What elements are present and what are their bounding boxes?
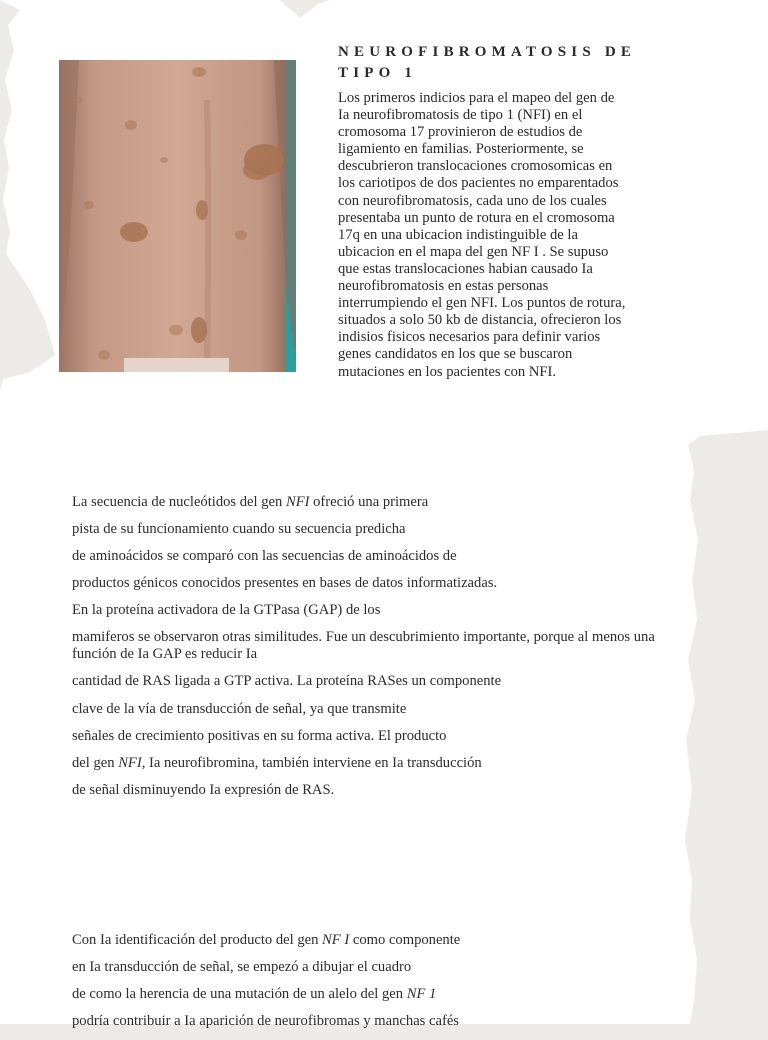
intro-line: que estas translocaciones habian causado Ia: [338, 260, 593, 277]
paragraph-line: del gen NFI, Ia neurofibromina, también interviene en Ia transducción: [72, 754, 482, 771]
intro-line: interrumpiendo el gen NFI. Los puntos de rotura,: [338, 295, 626, 312]
intro-line: genes candidatos en los que se buscaron: [338, 346, 573, 363]
paragraph-line: señales de crecimiento positivas en su forma activa. El producto: [72, 727, 447, 744]
intro-line: mutaciones en los pacientes con NFI.: [338, 363, 557, 380]
paragraph-line: cantidad de RAS ligada a GTP activa. La proteína RASes un componente: [72, 673, 502, 690]
paragraph-line: mamiferos se observaron otras similitudes. Fue un descubrimiento importante, porque al menos una función de Ia GAP es reducir Ia: [72, 629, 655, 663]
cafe-au-lait-spots-photo: [59, 60, 296, 372]
intro-line: Los primeros indicios para el mapeo del gen de: [338, 90, 615, 106]
gap-paragraph: [72, 494, 712, 809]
intro-line: ligamiento en familias. Posteriormente, se: [338, 141, 584, 158]
intro-line: Ia neurofibromatosis de tipo 1 (NFI) en el: [338, 107, 583, 124]
intro-paragraph: [338, 90, 683, 381]
intro-line: 17q en una ubicacion indistinguible de la: [338, 226, 578, 243]
paragraph-line: Con Ia identificación del producto del gen NF I como componente: [72, 932, 461, 948]
paragraph-line: de como la herencia de una mutación de un alelo del gen NF 1: [72, 986, 437, 1003]
intro-line: los cariotipos de dos pacientes no emparentados: [338, 175, 619, 192]
paragraph-line: de señal disminuyendo Ia expresión de RAS.: [72, 781, 335, 798]
intro-line: ubicacion en el mapa del gen NF I . Se supuso: [338, 243, 609, 260]
paragraph-line: La secuencia de nucleótidos del gen NFI ofreció una primera: [72, 494, 429, 510]
document-title: NEUROFIBROMATOSIS DE TIPO 1: [338, 44, 637, 81]
intro-line: cromosoma 17 provinieron de estudios de: [338, 124, 583, 141]
intro-line: presentaba un punto de rotura en el cromosoma: [338, 209, 615, 226]
paragraph-line: de aminoácidos se comparó con las secuencias de aminoácidos de: [72, 548, 457, 565]
paragraph-line: en Ia transducción de señal, se empezó a dibujar el cuadro: [72, 959, 412, 976]
intro-line: indisios fisicos necesarios para definir varios: [338, 329, 601, 346]
intro-line: descubrieron translocaciones cromosomicas en: [338, 158, 613, 175]
intro-line: con neurofibromatosis, cada uno de los cuales: [338, 192, 607, 209]
paragraph-line: podría contribuir a Ia aparición de neurofibromas y manchas cafés: [72, 1013, 459, 1030]
paragraph-line: pista de su funcionamiento cuando su secuencia predicha: [72, 521, 406, 538]
paragraph-line: productos génicos conocidos presentes en bases de datos informatizadas.: [72, 575, 498, 592]
intro-line: situados a solo 50 kb de distancia, ofrecieron los: [338, 312, 622, 329]
paragraph-line: clave de la vía de transducción de señal, ya que transmite: [72, 700, 407, 717]
paragraph-line: En la proteína activadora de la GTPasa (GAP) de los: [72, 602, 381, 619]
intro-line: neurofibromatosis en estas personas: [338, 278, 549, 295]
